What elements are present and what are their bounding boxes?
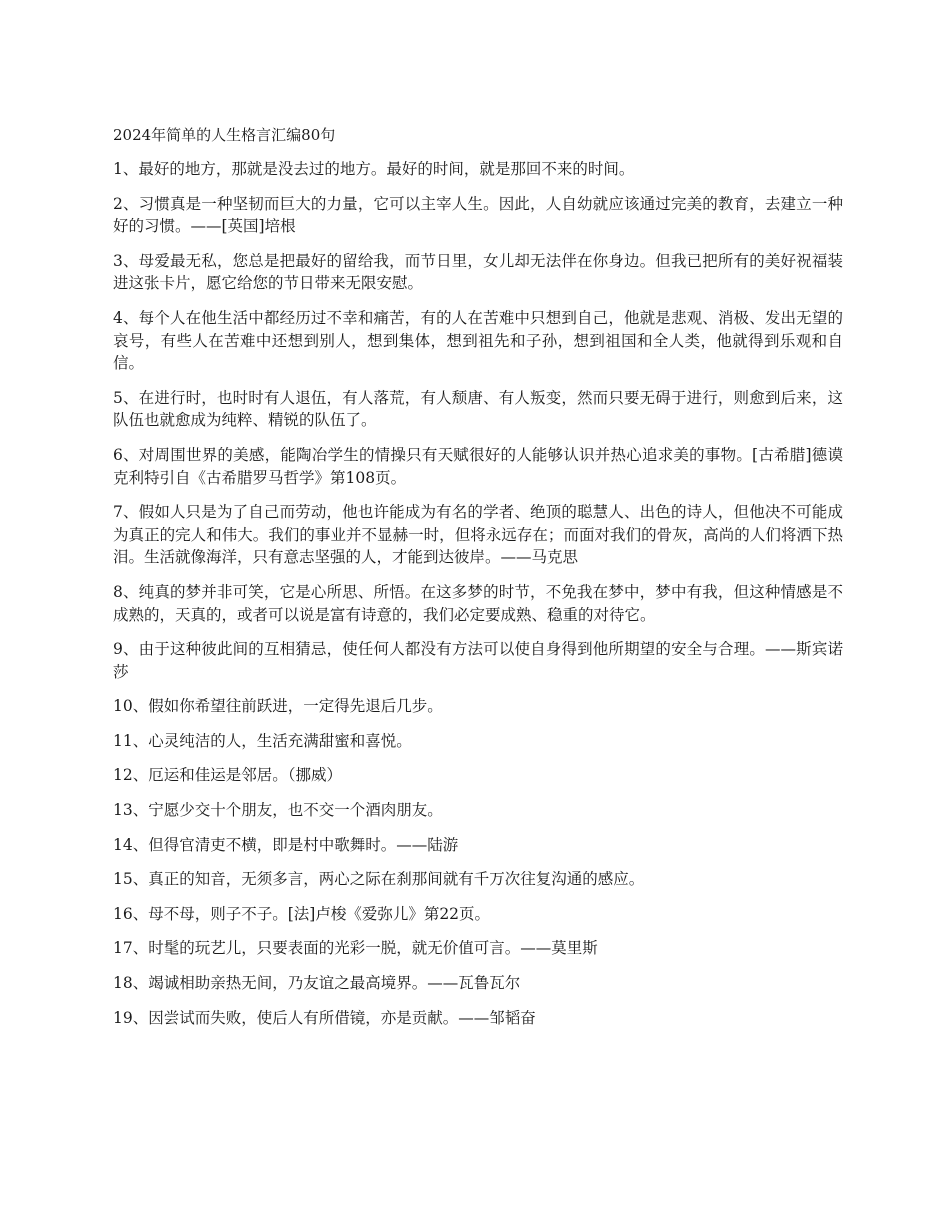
quote-paragraph: 10、假如你希望往前跃进，一定得先退后几步。 bbox=[113, 697, 443, 716]
quote-paragraph: 1、最好的地方，那就是没去过的地方。最好的时间，就是那回不来的时间。 bbox=[113, 160, 635, 178]
quote-paragraph: 15、真正的知音，无须多言，两心之际在刹那间就有千万次往复沟通的感应。 bbox=[113, 870, 645, 889]
quote-paragraph: 3、母爱最无私，您总是把最好的留给我，而节日里，女儿却无法伴在你身边。但我已把所有的美好祝福装进这张卡片，愿它给您的节日带来无限安慰。 bbox=[113, 251, 843, 293]
quote-paragraph: 4、每个人在他生活中都经历过不幸和痛苦，有的人在苦难中只想到自己，他就是悲观、消极、发出无望的哀号，有些人在苦难中还想到别人，想到集体，想到祖先和子孙，想到祖国和全人类，他就得到乐观和自信。 bbox=[113, 308, 843, 373]
quote-paragraph: 17、时髦的玩艺儿，只要表面的光彩一脱，就无价值可言。——莫里斯 bbox=[113, 939, 598, 958]
quote-paragraph: 13、宁愿少交十个朋友，也不交一个酒肉朋友。 bbox=[113, 801, 443, 820]
quote-paragraph: 6、对周围世界的美感，能陶冶学生的情操只有天赋很好的人能够认识并热心追求美的事物。[古希腊]德谟克利特引自《古希腊罗马哲学》第108页。 bbox=[113, 445, 843, 487]
quote-paragraph: 9、由于这种彼此间的互相猜忌，使任何人都没有方法可以使自身得到他所期望的安全与合理。——斯宾诺莎 bbox=[113, 640, 843, 681]
document-page bbox=[113, 124, 843, 1041]
quote-paragraph: 5、在进行时，也时时有人退伍，有人落荒，有人颓唐、有人叛变，然而只要无碍于进行，则愈到后来，这队伍也就愈成为纯粹、精锐的队伍了。 bbox=[113, 388, 843, 430]
quote-paragraph: 19、因尝试而失败，使后人有所借镜，亦是贡献。——邹韬奋 bbox=[113, 1008, 536, 1027]
quote-paragraph: 7、假如人只是为了自己而劳动，他也许能成为有名的学者、绝顶的聪慧人、出色的诗人，但他决不可能成为真正的完人和伟大。我们的事业并不显赫一时，但将永远存在；而面对我们的骨灰，高尚的人们将洒下热泪。生活就像海洋，只有意志坚强的人，才能到达彼岸。——马克思 bbox=[113, 503, 843, 567]
quote-paragraph: 2、习惯真是一种坚韧而巨大的力量，它可以主宰人生。因此，人自幼就应该通过完美的教育，去建立一种好的习惯。——[英国]培根 bbox=[113, 194, 843, 236]
quote-paragraph: 11、心灵纯洁的人，生活充满甜蜜和喜悦。 bbox=[113, 731, 412, 750]
quote-paragraph: 18、竭诚相助亲热无间，乃友谊之最高境界。——瓦鲁瓦尔 bbox=[113, 974, 521, 993]
quote-paragraph: 14、但得官清吏不横，即是村中歌舞时。——陆游 bbox=[113, 835, 459, 854]
quote-paragraph: 12、厄运和佳运是邻居。（挪威） bbox=[113, 766, 342, 785]
document-title: 2024年简单的人生格言汇编80句 bbox=[113, 126, 336, 144]
quote-paragraph: 16、母不母，则子不子。[法]卢梭《爱弥儿》第22页。 bbox=[113, 904, 491, 923]
quote-paragraph: 8、纯真的梦并非可笑，它是心所思、所悟。在这多梦的时节，不免我在梦中，梦中有我，但这种情感是不成熟的，天真的，或者可以说是富有诗意的，我们必定要成熟、稳重的对待它。 bbox=[113, 582, 843, 624]
